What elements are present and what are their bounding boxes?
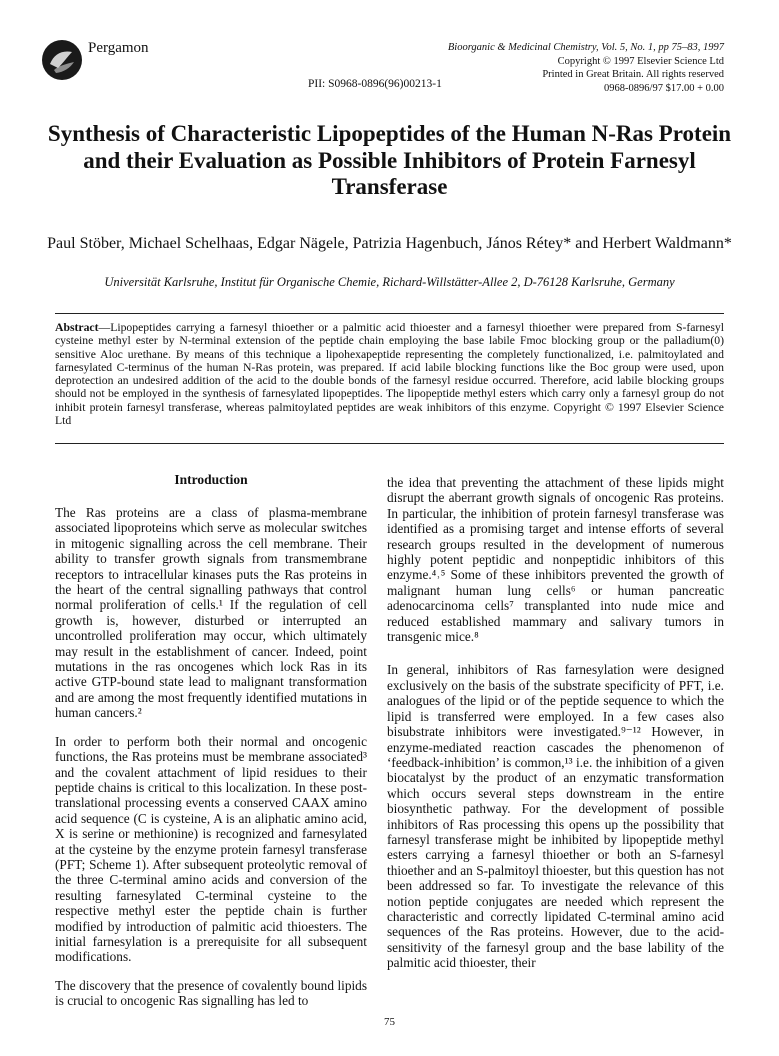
abstract-top-rule (55, 313, 724, 314)
pii-code: PII: S0968-0896(96)00213-1 (308, 78, 442, 90)
left-column (55, 472, 367, 1022)
body-paragraph: The Ras proteins are a class of plasma-membrane associated lipoproteins which serve as molecular switches in mitogenic signalling across the cell membrane. Their ability to transfer growth signals from transmembrane receptors to intracellular kinases puts the Ras proteins in the heart of the central signalling pathways that control normal proliferation of cells.¹ If the regulation of cell growth is, however, disturbed or interrupted an uncontrolled proliferation may occur, which ultimately may result in the establishment of cancer. Indeed, point mutations in the ras oncogenes which lock Ras in its active GTP-bound state lead to malignant transformation and are among the most frequently identified mutations in human cancers.² (55, 505, 367, 721)
issn-price-line: 0968-0896/97 $17.00 + 0.00 (604, 82, 724, 94)
body-paragraph: In order to perform both their normal and oncogenic functions, the Ras proteins must be membrane associated³ and the covalent attachment of lipid residues to their peptide chains is critical to this localization. In these post-translational processing events a conserved CAAX amino acid sequence (C is cysteine, A is an aliphatic amino acid, X is serine or methionine) is recognized and farnesylated at the cysteine by the enzyme protein farnesyl transferase (PFT; Scheme 1). After subsequent proteolytic removal of the three C-terminal amino acids and conversion of the resulting farnesylated C-terminal cysteine to the respective methyl ester the peptide chain is further modified by introduction of palmitic acid thioesters. The initial farnesylation is a prerequisite for all subsequent modifications. (55, 733, 367, 965)
journal-citation (448, 41, 724, 95)
abstract (55, 321, 724, 427)
author-list: Paul Stöber, Michael Schelhaas, Edgar Nägele, Patrizia Hagenbuch, János Rétey* and Herbert Waldmann* (47, 235, 732, 252)
affiliation: Universität Karlsruhe, Institut für Organische Chemie, Richard-Willstätter-Allee 2, D-76128 Karlsruhe, Germany (104, 275, 675, 289)
abstract-text: —Lipopeptides carrying a farnesyl thioether or a palmitic acid thioester and a farnesyl thioether were prepared from S-farnesyl cysteine methyl ester by N-terminal extension of the peptide chain employing the base labile Fmoc blocking group or the palladium(0) sensitive Aloc urethane. By means of this technique a lipohexapeptide representing the completely functionalized, i.e. palmitoylated and farnesylated C-terminus of the human N-Ras protein, was prepared. If acid labile blocking functions like the Boc group were used, upon deprotection an undesired addition of the acid to the double bonds of the farnesyl residue occurred. Therefore, acid labile blocking groups should not be employed in the synthesis of farnesylated lipopeptides. The lipopeptide methyl esters which carry only a farnesyl group do not inhibit protein farnesyl transferase, whereas palmitoylated peptides are weak inhibitors of this enzyme. Copyright © 1997 Elsevier Science Ltd (55, 321, 724, 428)
publisher-name: Pergamon (88, 40, 149, 56)
copyright-line: Copyright © 1997 Elsevier Science Ltd (557, 55, 724, 67)
page-number: 75 (384, 1016, 395, 1028)
body-paragraph: In general, inhibitors of Ras farnesylation were designed exclusively on the basis of the substrate specificity of PFT, i.e. analogues of the lipid or of the peptide sequence to which the lipid is transferred were employed. In a few cases also bisubstrate inhibitors were investigated.⁹⁻¹² However, in enzyme-mediated reaction cascades the phenomenon of ‘feedback-inhibition’ is common,¹³ i.e. the inhibition of a given biocatalyst by the product of an enzymatic transformation which occurs several steps downstream in the entire biosynthetic pathway. For the development of possible inhibitors of Ras processing this opens up the possibility that farnesyl transferase might be inhibited by lipopeptide methyl esters carrying a farnesyl thioether or both an S-farnesyl thioether and an S-palmitoyl thioester, but this question has not been addressed so far. To investigate the relevance of this notion peptide conjugates are needed which represent the characteristic and correctly lipidated C-terminal amino acid sequences of the Ras proteins. However, due to the acid-sensitivity of the farnesyl group and the base lability of the palmitic acid thioester, their (387, 662, 724, 971)
article-title: Synthesis of Characteristic Lipopeptides of the Human N-Ras Protein and their Evaluation as Possible Inhibitors of Protein Farnesyl Transferase (47, 121, 732, 199)
abstract-bottom-rule (55, 443, 724, 444)
abstract-label: Abstract (55, 321, 99, 334)
printed-line: Printed in Great Britain. All rights reserved (542, 69, 724, 80)
pergamon-logo-icon (42, 40, 82, 80)
body-paragraph: The discovery that the presence of covalently bound lipids is crucial to oncogenic Ras signalling has led to (55, 977, 367, 1009)
section-heading-introduction: Introduction (174, 472, 248, 487)
right-column (387, 475, 724, 984)
body-paragraph: the idea that preventing the attachment of these lipids might disrupt the aberrant growth signals of oncogenic Ras proteins. In particular, the inhibition of protein farnesyl transferase was identified as a promising target and intense efforts of several research groups resulted in the development of numerous highly potent peptidic and nonpeptidic inhibitors of this enzyme.⁴˒⁵ Some of these inhibitors prevented the growth of malignant human lung cells⁶ or human pancreatic adenocarcinoma cells⁷ transplanted into nude mice and reduced established mammary and salivary tumors in transgenic mice.⁸ (387, 475, 724, 645)
journal-line: Bioorganic & Medicinal Chemistry, Vol. 5, No. 1, pp 75–83, 1997 (447, 42, 724, 53)
